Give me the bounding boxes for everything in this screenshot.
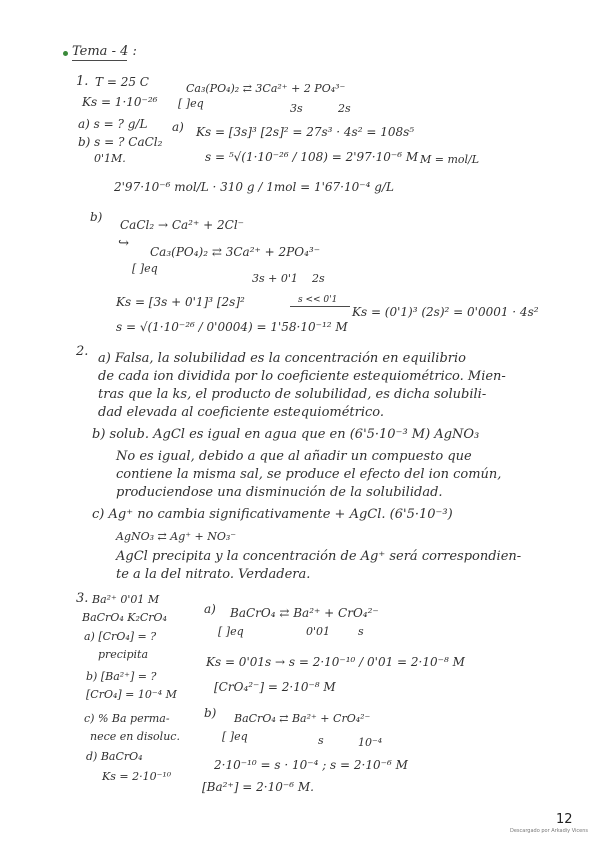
problem3-question-b-2: [CrO₄] = 10⁻⁴ M [86, 688, 177, 701]
problem3-a-eq-s: s [358, 625, 364, 638]
problem3-question-a-2: precipita [98, 648, 149, 661]
problem3-question-c: c) % Ba perma- [84, 712, 170, 725]
problem1-b-label: b) [90, 210, 103, 224]
download-footer: Descargado por Arkadiy Vicens [510, 828, 589, 834]
problem2-c-question: c) Ag⁺ no cambia significativamente + AgCl. (6'5·10⁻³) [92, 507, 453, 522]
problem2-c-answer-1: AgCl precipita y la concentración de Ag⁺ será correspondien- [116, 549, 522, 564]
problem1-b-eq-3s: 3s + 0'1 [252, 272, 298, 285]
problem3-question-a: a) [CrO₄] = ? [84, 630, 157, 643]
problem3-b-calculation: 2·10⁻¹⁰ = s · 10⁻⁴ ; s = 2·10⁻⁶ M [214, 758, 408, 772]
problem3-b-result: [Ba²⁺] = 2·10⁻⁶ M. [202, 780, 314, 794]
problem1-b-approximation: s << 0'1 [298, 295, 338, 305]
bullet-dot [63, 51, 68, 56]
problem1-units-note: M = mol/L [420, 153, 480, 166]
problem1-b-reaction: Ca₃(PO₄)₂ ⇄ 3Ca²⁺ + 2PO₄³⁻ [150, 245, 321, 259]
page-number: 12 [556, 812, 573, 827]
problem1-b-ks-simplified: Ks = (0'1)³ (2s)² = 0'0001 · 4s² [352, 305, 539, 319]
problem2-a-line-4: dad elevada al coeficiente estequiométrico. [98, 405, 385, 420]
problem2-b-answer-2: contiene la misma sal, se produce el efecto del ion común, [116, 467, 502, 482]
problem1-b-eq-label: [ ]eq [132, 262, 158, 275]
problem2-b-answer-3: produciendose una disminución de la solubilidad. [116, 485, 443, 500]
problem3-question-b: b) [Ba²⁺] = ? [86, 670, 157, 683]
problem1-b-dissociation: CaCl₂ → Ca²⁺ + 2Cl⁻ [120, 218, 245, 232]
problem1-question-b-conc: 0'1M. [94, 152, 126, 165]
problem1-a-label: a) [172, 120, 184, 134]
problem2-c-reaction: AgNO₃ ⇄ Ag⁺ + NO₃⁻ [116, 530, 237, 543]
problem3-b-eq-s: s [318, 734, 324, 747]
problem3-a-reaction: BaCrO₄ ⇄ Ba²⁺ + CrO₄²⁻ [230, 606, 379, 620]
problem2-a-line-1: a) Falsa, la solubilidad es la concentración en equilibrio [98, 351, 466, 366]
problem1-question-a: a) s = ? g/L [78, 117, 148, 131]
problem3-b-eq-c: 10⁻⁴ [358, 736, 383, 749]
problem3-a-eq-label: [ ]eq [218, 625, 244, 638]
problem3-a-result: [CrO₄²⁻] = 2·10⁻⁸ M [214, 680, 336, 694]
problem2-number: 2. [76, 344, 89, 359]
problem3-given-2: BaCrO₄ K₂CrO₄ [82, 611, 167, 624]
problem3-number: 3. [76, 591, 89, 606]
problem1-ks: Ks = 1·10⁻²⁶ [82, 95, 158, 109]
problem3-a-label: a) [204, 602, 216, 616]
problem1-number: 1. [76, 74, 89, 89]
problem2-a-line-2: de cada ion dividida por lo coeficiente estequiométrico. Mien- [98, 369, 506, 384]
problem1-reaction: Ca₃(PO₄)₂ ⇄ 3Ca²⁺ + 2 PO₄³⁻ [186, 82, 346, 95]
problem3-b-label: b) [204, 706, 217, 720]
problem2-b-answer-1: No es igual, debido a que al añadir un compuesto que [116, 449, 472, 464]
problem1-eq-2s: 2s [338, 102, 351, 115]
problem3-given-1: Ba²⁺ 0'01 M [92, 593, 160, 606]
title-underline [72, 60, 127, 61]
problem3-question-d-2: Ks = 2·10⁻¹⁰ [102, 770, 172, 783]
problem3-question-d: d) BaCrO₄ [86, 750, 143, 763]
problem1-temperature: T = 25 C [95, 75, 149, 89]
problem3-b-reaction: BaCrO₄ ⇄ Ba²⁺ + CrO₄²⁻ [234, 712, 371, 725]
approximation-arrow [290, 306, 350, 307]
problem3-b-eq-label: [ ]eq [222, 730, 248, 743]
problem1-question-b: b) s = ? CaCl₂ [78, 135, 163, 149]
problem2-b-question: b) solub. AgCl es igual en agua que en (6'5·10⁻³ M) AgNO₃ [92, 427, 480, 442]
problem1-s-expression: s = ⁵√(1·10⁻²⁶ / 108) = 2'97·10⁻⁶ M [205, 150, 419, 164]
problem1-ks-expression: Ks = [3s]³ [2s]² = 27s³ · 4s² = 108s⁵ [196, 125, 415, 139]
problem2-c-answer-2: te a la del nitrato. Verdadera. [116, 567, 311, 582]
problem1-b-arrow: ↪ [118, 236, 129, 251]
problem1-conversion: 2'97·10⁻⁶ mol/L · 310 g / 1mol = 1'67·10⁻⁴ g/L [114, 180, 394, 194]
problem1-b-ks-expression: Ks = [3s + 0'1]³ [2s]² [116, 295, 245, 309]
problem1-b-eq-2s: 2s [312, 272, 325, 285]
problem2-a-line-3: tras que la ks, el producto de solubilidad, es dicha solubili- [98, 387, 487, 402]
problem1-b-s-expression: s = √(1·10⁻²⁶ / 0'0004) = 1'58·10⁻¹² M [116, 320, 348, 334]
problem1-eq-3s: 3s [290, 102, 303, 115]
problem3-a-ks-expression: Ks = 0'01s → s = 2·10⁻¹⁰ / 0'01 = 2·10⁻⁸ M [206, 655, 465, 669]
problem3-a-eq-ba: 0'01 [306, 625, 331, 638]
section-title: Tema - 4 : [72, 44, 137, 59]
problem1-eq-label: [ ]eq [178, 97, 204, 110]
problem3-question-c-2: nece en disoluc. [90, 730, 180, 743]
